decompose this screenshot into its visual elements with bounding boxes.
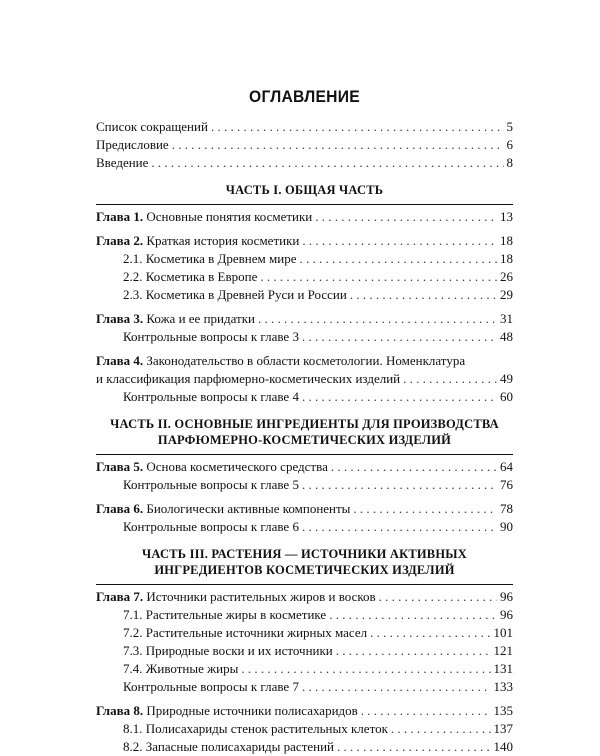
dot-leader <box>331 458 497 476</box>
entry-label: 7.1. Растительные жиры в косметике <box>123 607 327 622</box>
chapter-entry <box>96 310 513 328</box>
page-number: 133 <box>493 679 513 694</box>
section-entry <box>96 720 513 738</box>
section-entry <box>96 678 513 696</box>
page-number: 64 <box>500 459 513 474</box>
entry-label: Список сокращений <box>96 119 208 134</box>
entry-label: Глава 2. Краткая история косметики <box>96 233 300 248</box>
entry-label: Глава 1. Основные понятия косметики <box>96 209 313 224</box>
dot-leader <box>379 588 497 606</box>
dot-leader <box>361 702 491 720</box>
dot-leader <box>329 606 497 624</box>
dot-leader <box>302 388 497 406</box>
dot-leader <box>315 208 497 226</box>
page-number: 26 <box>500 269 513 284</box>
page-number: 76 <box>500 477 513 492</box>
chapter-number: Глава 7. <box>96 589 144 604</box>
entry-label: Контрольные вопросы к главе 7 <box>123 679 299 694</box>
dot-leader <box>302 518 497 536</box>
entry-label: Глава 5. Основа косметического средства <box>96 459 328 474</box>
entry-label: 2.2. Косметика в Европе <box>123 269 258 284</box>
entry-label: 8.1. Полисахариды стенок растительных клеток <box>123 721 388 736</box>
entry-label: 7.3. Природные воски и их источники <box>123 643 333 658</box>
entry-label: и классификация парфюмерно-косметических изделий <box>96 371 401 386</box>
dot-leader <box>260 268 497 286</box>
dot-leader <box>151 154 503 172</box>
section-entry <box>96 624 513 642</box>
dot-leader <box>350 286 497 304</box>
part-heading: ЧАСТЬ I. ОБЩАЯ ЧАСТЬ <box>225 183 384 197</box>
dot-leader <box>302 328 497 346</box>
chapter-entry <box>96 588 513 606</box>
dot-leader <box>258 310 497 328</box>
part-heading-line2: ИНГРЕДИЕНТОВ КОСМЕТИЧЕСКИХ ИЗДЕЛИЙ <box>154 563 455 577</box>
entry-label: Глава 8. Природные источники полисахаридов <box>96 703 358 718</box>
toc-entry <box>96 154 513 172</box>
toc-entry <box>96 118 513 136</box>
part-heading: ЧАСТЬ III. РАСТЕНИЯ — ИСТОЧНИКИ АКТИВНЫХ <box>142 547 467 561</box>
page-number: 140 <box>493 739 513 754</box>
divider <box>96 454 513 455</box>
page-number: 96 <box>500 607 513 622</box>
page-number: 6 <box>506 137 513 152</box>
section-entry <box>96 388 513 406</box>
chapter-number: Глава 4. <box>96 353 144 368</box>
chapter-number: Глава 3. <box>96 311 144 326</box>
section-entry <box>96 606 513 624</box>
page-number: 29 <box>500 287 513 302</box>
page-number: 48 <box>500 329 513 344</box>
page-number: 78 <box>500 501 513 516</box>
entry-label: Предисловие <box>96 137 169 152</box>
entry-label: 8.2. Запасные полисахариды растений <box>123 739 335 754</box>
entry-label: 2.3. Косметика в Древней Руси и России <box>123 287 347 302</box>
page-number: 135 <box>493 703 513 718</box>
chapter-entry <box>96 458 513 476</box>
chapter-entry <box>96 500 513 518</box>
chapter-entry <box>96 370 513 388</box>
page-number: 90 <box>500 519 513 534</box>
dot-leader <box>299 250 497 268</box>
dot-leader <box>302 232 497 250</box>
part-heading: ЧАСТЬ II. ОСНОВНЫЕ ИНГРЕДИЕНТЫ ДЛЯ ПРОИЗВОДСТВА <box>110 417 499 431</box>
chapter-entry <box>96 208 513 226</box>
dot-leader <box>337 738 490 756</box>
page-number: 5 <box>506 119 513 134</box>
entry-label: Глава 3. Кожа и ее придатки <box>96 311 255 326</box>
section-entry <box>96 642 513 660</box>
entry-label: 7.4. Животные жиры <box>123 661 239 676</box>
dot-leader <box>353 500 497 518</box>
dot-leader <box>302 678 491 696</box>
chapter-entry-line1: Глава 4. Законодательство в области косметологии. Номенклатура <box>96 353 466 368</box>
chapter-number: Глава 2. <box>96 233 144 248</box>
page-number: 121 <box>493 643 513 658</box>
chapter-number: Глава 5. <box>96 459 144 474</box>
part-heading-line2: ПАРФЮМЕРНО-КОСМЕТИЧЕСКИХ ИЗДЕЛИЙ <box>157 433 452 447</box>
page-number: 131 <box>493 661 513 676</box>
page-number: 18 <box>500 251 513 266</box>
section-entry <box>96 268 513 286</box>
dot-leader <box>172 136 504 154</box>
section-entry <box>96 738 513 756</box>
dot-leader <box>241 660 490 678</box>
entry-label: Контрольные вопросы к главе 4 <box>123 389 299 404</box>
dot-leader <box>370 624 490 642</box>
table-of-contents <box>96 86 513 756</box>
section-entry <box>96 328 513 346</box>
toc-entry <box>96 136 513 154</box>
page-number: 101 <box>493 625 513 640</box>
entry-label: Глава 7. Источники растительных жиров и восков <box>96 589 376 604</box>
dot-leader <box>211 118 504 136</box>
page-number: 96 <box>500 589 513 604</box>
page-number: 49 <box>500 371 513 386</box>
entry-label: Контрольные вопросы к главе 5 <box>123 477 299 492</box>
entry-label: Контрольные вопросы к главе 6 <box>123 519 299 534</box>
entry-label: 7.2. Растительные источники жирных масел <box>123 625 368 640</box>
section-entry <box>96 518 513 536</box>
chapter-number: Глава 8. <box>96 703 144 718</box>
entry-label: Введение <box>96 155 149 170</box>
section-entry <box>96 250 513 268</box>
page-number: 13 <box>500 209 513 224</box>
section-entry <box>96 476 513 494</box>
page-number: 8 <box>506 155 513 170</box>
section-entry <box>96 660 513 678</box>
entry-label: Контрольные вопросы к главе 3 <box>123 329 299 344</box>
page-number: 31 <box>500 311 513 326</box>
page-number: 137 <box>493 721 513 736</box>
chapter-entry <box>96 232 513 250</box>
divider <box>96 584 513 585</box>
dot-leader <box>336 642 491 660</box>
section-entry <box>96 286 513 304</box>
dot-leader <box>403 370 497 388</box>
page-title: ОГЛАВЛЕНИЕ <box>249 87 360 106</box>
chapter-number: Глава 1. <box>96 209 144 224</box>
chapter-entry <box>96 702 513 720</box>
page-number: 18 <box>500 233 513 248</box>
dot-leader <box>302 476 497 494</box>
entry-label: 2.1. Косметика в Древнем мире <box>123 251 297 266</box>
divider <box>96 204 513 205</box>
entry-label: Глава 6. Биологически активные компоненты <box>96 501 351 516</box>
page-number: 60 <box>500 389 513 404</box>
dot-leader <box>391 720 491 738</box>
chapter-number: Глава 6. <box>96 501 144 516</box>
